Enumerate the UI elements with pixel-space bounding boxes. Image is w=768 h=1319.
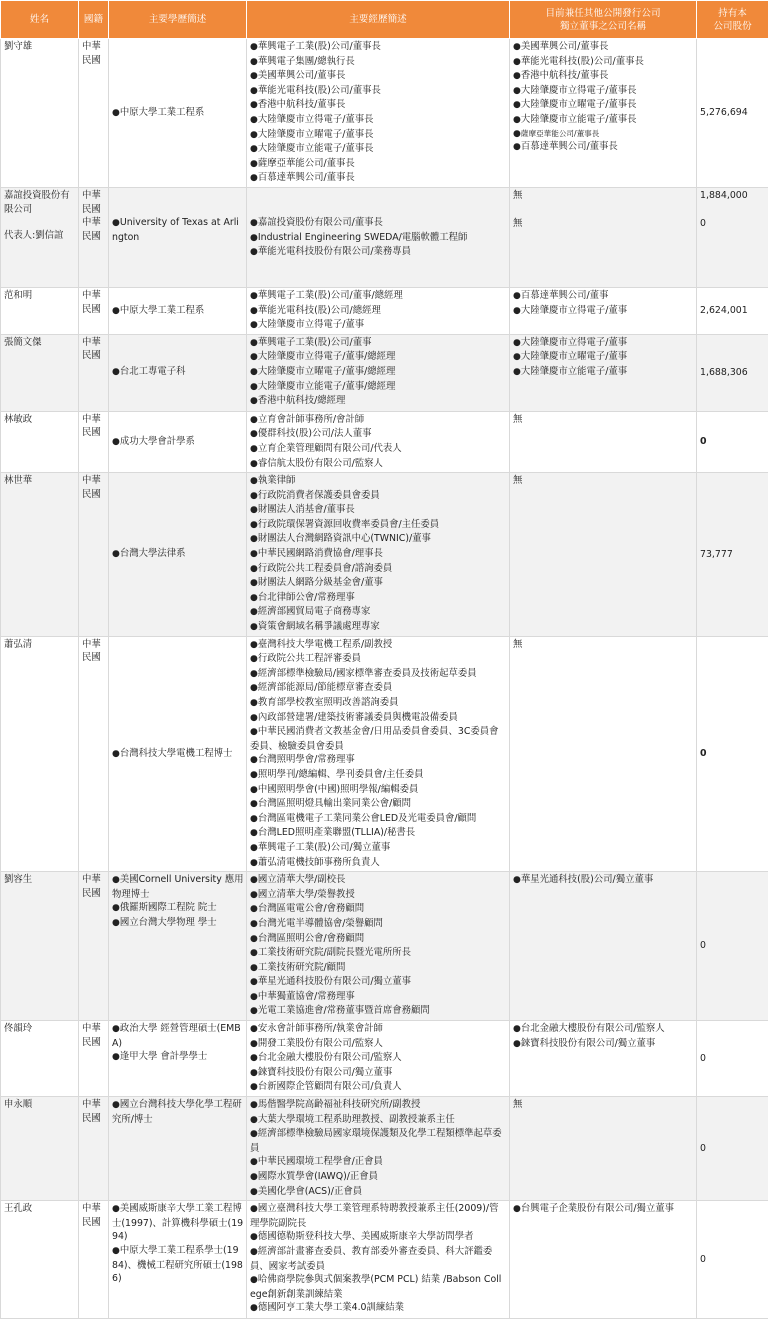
list-item: ● 百慕達華興公司/董事 xyxy=(513,289,694,304)
header-education: 主要學歷簡述 xyxy=(109,1,247,39)
nationality-cell: 中華民國 xyxy=(79,287,109,334)
company-nationality: 中華民國 xyxy=(82,189,106,216)
education-cell xyxy=(109,39,247,188)
name-cell: 蕭弘清 xyxy=(1,636,79,872)
list-item: ● 光電工業協進會/常務董事暨首席會務顧問 xyxy=(250,1004,507,1019)
list-item: ● 華星光通科技股份有限公司/獨立董事 xyxy=(250,975,507,990)
table-row xyxy=(1,1201,768,1319)
education-cell xyxy=(109,411,247,472)
experience-cell xyxy=(247,187,510,287)
list-item: ● 睿信航太股份有限公司/監察人 xyxy=(250,457,507,472)
table-row xyxy=(1,334,768,411)
experience-cell xyxy=(247,1021,510,1097)
name-cell: 劉容生 xyxy=(1,872,79,1021)
rep-concurrent-none: 無 xyxy=(513,217,694,231)
list-item: ● 台北金融大樓股份有限公司/監察人 xyxy=(250,1051,507,1066)
concurrent-cell: 無 xyxy=(510,411,697,472)
list-item: ● 美國華興公司/董事長 xyxy=(513,40,694,55)
list-item: ● 行政院公共工程委員會/諮詢委員 xyxy=(250,562,507,577)
list-item: ● 開發工業股份有限公司/監察人 xyxy=(250,1037,507,1052)
header-shares-line2: 公司股份 xyxy=(699,20,766,33)
list-item: ● 執業律師 xyxy=(250,474,507,489)
nationality-cell: 中華民國 xyxy=(79,636,109,872)
list-item: ● 大陸肇慶市立能電子/董事長 xyxy=(513,113,694,128)
list-item: ● 內政部營建署/建築技術審議委員與機電設備委員 xyxy=(250,711,507,726)
list-item: ● 華興電子集團/總執行長 xyxy=(250,55,507,70)
shares-cell: 0 xyxy=(697,1021,768,1097)
list-item: ● 錸寶科技股份有限公司/獨立董事 xyxy=(513,1037,694,1052)
list-item: ● 俄羅斯國際工程院 院士 xyxy=(112,901,244,916)
list-item: ● 台灣科技大學電機工程博士 xyxy=(112,747,244,762)
company-shares: 1,884,000 xyxy=(700,189,766,203)
company-name: 嘉誼投資股份有限公司 xyxy=(4,189,76,216)
education-cell xyxy=(109,1097,247,1201)
list-item: ● 中華民國網路消費協會/理事長 xyxy=(250,547,507,562)
list-item: ● 資策會網域名稱爭議處理專家 xyxy=(250,620,507,635)
shares-cell: 0 xyxy=(697,636,768,872)
nationality-cell xyxy=(79,187,109,287)
experience-cell xyxy=(247,334,510,411)
list-item: ● 德國阿亨工業大學工業4.0訓練結業 xyxy=(250,1301,507,1316)
table-row xyxy=(1,473,768,637)
shares-cell: 0 xyxy=(697,1097,768,1201)
list-item: ● 經濟部國貿局電子商務專家 xyxy=(250,605,507,620)
list-item: ● 華興電子工業(股)公司/獨立董事 xyxy=(250,841,507,856)
list-item: ● 大陸肇慶市立曜電子/董事長 xyxy=(250,128,507,143)
list-item: ● 優群科技(股)公司/法人董事 xyxy=(250,427,507,442)
name-cell: 林世華 xyxy=(1,473,79,637)
list-item: ● 財團法人台灣網路資訊中心(TWNIC)/董事 xyxy=(250,532,507,547)
name-cell: 劉守雄 xyxy=(1,39,79,188)
experience-cell xyxy=(247,473,510,637)
header-nationality: 國籍 xyxy=(79,1,109,39)
education-cell xyxy=(109,636,247,872)
list-item: ● 國立清華大學/副校長 xyxy=(250,873,507,888)
list-item: ● 行政院環保署資源回收費率委員會/主任委員 xyxy=(250,518,507,533)
list-item: ● 台北律師公會/常務理事 xyxy=(250,591,507,606)
name-cell: 林敏政 xyxy=(1,411,79,472)
name-cell: 張簡文傑 xyxy=(1,334,79,411)
list-item: ● 薩摩亞華能公司/董事長 xyxy=(250,157,507,172)
list-item: ● 中華民國環境工程學會/正會員 xyxy=(250,1155,507,1170)
table-row xyxy=(1,1021,768,1097)
list-item: ● 美國威斯康辛大學工業工程博士(1997)、計算機科學碩士(1994) xyxy=(112,1202,244,1244)
shares-cell xyxy=(697,187,768,287)
list-item: ● University of Texas at Arlington xyxy=(112,216,244,244)
education-cell xyxy=(109,287,247,334)
experience-cell xyxy=(247,1201,510,1319)
list-item: ● 政治大學 經營管理碩士(EMBA) xyxy=(112,1022,244,1050)
list-item: ● Industrial Engineering SWEDA/電腦軟體工程師 xyxy=(250,231,507,246)
experience-cell xyxy=(247,1097,510,1201)
list-item: ● 大葉大學環境工程系助理教授、副教授兼系主任 xyxy=(250,1113,507,1128)
nationality-cell: 中華民國 xyxy=(79,473,109,637)
concurrent-cell: 無 xyxy=(510,473,697,637)
concurrent-cell xyxy=(510,1021,697,1097)
header-concurrent-line1: 目前兼任其他公開發行公司 xyxy=(512,7,694,20)
shares-cell: 5,276,694 xyxy=(697,39,768,188)
concurrent-cell xyxy=(510,1201,697,1319)
list-item: ● 工業技術研究院/顧問 xyxy=(250,961,507,976)
education-cell xyxy=(109,334,247,411)
table-row xyxy=(1,872,768,1021)
education-cell xyxy=(109,872,247,1021)
concurrent-cell xyxy=(510,39,697,188)
list-item: ● 行政院消費者保護委員會委員 xyxy=(250,489,507,504)
list-item: ● 財團法人網路分級基金會/董事 xyxy=(250,576,507,591)
list-item: ● 財團法人消基會/董事長 xyxy=(250,503,507,518)
nationality-cell: 中華民國 xyxy=(79,39,109,188)
list-item: ● 國立臺灣科技大學工業管理系特聘教授兼系主任(2009)/管理學院副院長 xyxy=(250,1202,507,1230)
nationality-cell: 中華民國 xyxy=(79,334,109,411)
list-item: ● 華興電子工業(股)公司/董事/總經理 xyxy=(250,289,507,304)
list-item: ● 華能光電科技股份有限公司/業務專員 xyxy=(250,245,507,260)
list-item: ● 臺灣科技大學電機工程系/副教授 xyxy=(250,638,507,653)
experience-cell xyxy=(247,39,510,188)
list-item: ● 薩摩亞華能公司/董事長 xyxy=(513,128,694,140)
list-item: ● 台興電子企業股份有限公司/獨立董事 xyxy=(513,1202,694,1217)
shares-cell: 0 xyxy=(697,872,768,1021)
shares-cell: 73,777 xyxy=(697,473,768,637)
education-cell xyxy=(109,473,247,637)
header-concurrent xyxy=(510,1,697,39)
table-row xyxy=(1,39,768,188)
list-item: ● 華星光通科技(股)公司/獨立董事 xyxy=(513,873,694,888)
table-row xyxy=(1,411,768,472)
list-item: ● 安永會計師事務所/執業會計師 xyxy=(250,1022,507,1037)
education-cell xyxy=(109,187,247,287)
list-item: ● 大陸肇慶市立曜電子/董事 xyxy=(513,350,694,365)
header-shares xyxy=(697,1,768,39)
list-item: ● 立育企業管理顧問有限公司/代表人 xyxy=(250,442,507,457)
list-item: ● 台灣區照明燈具輸出業同業公會/顧問 xyxy=(250,797,507,812)
list-item: ● 台北金融大樓股份有限公司/監察人 xyxy=(513,1022,694,1037)
table-row xyxy=(1,636,768,872)
nationality-cell: 中華民國 xyxy=(79,872,109,1021)
list-item: ● 華能光電科技(股)公司/董事長 xyxy=(513,55,694,70)
list-item: ● 大陸肇慶市立得電子/董事 xyxy=(250,318,507,333)
list-item: ● 華興電子工業(股)公司/董事長 xyxy=(250,40,507,55)
list-item: ● 大陸肇慶市立得電子/董事長 xyxy=(513,84,694,99)
header-name: 姓名 xyxy=(1,1,79,39)
list-item: ● 台灣光電半導體協會/榮譽顧問 xyxy=(250,917,507,932)
header-experience: 主要經歷簡述 xyxy=(247,1,510,39)
representative-name: 代表人:劉信誼 xyxy=(4,229,76,243)
list-item: ● 中華獨董協會/常務理事 xyxy=(250,990,507,1005)
list-item: ● 台灣區照明公會/會務顧問 xyxy=(250,932,507,947)
header-shares-line1: 持有本 xyxy=(699,7,766,20)
list-item: ● 國際水質學會(IAWQ)/正會員 xyxy=(250,1170,507,1185)
list-item: ● 教育部學校教室照明改善諮詢委員 xyxy=(250,696,507,711)
name-cell: 申永順 xyxy=(1,1097,79,1201)
nationality-cell: 中華民國 xyxy=(79,1021,109,1097)
list-item: ● 經濟部標準檢驗局國家環境保護類及化學工程類標準起草委員 xyxy=(250,1127,507,1155)
list-item: ● 美國華興公司/董事長 xyxy=(250,69,507,84)
list-item: ● 香港中航科技/董事長 xyxy=(250,98,507,113)
list-item: ● 成功大學會計學系 xyxy=(112,435,244,450)
list-item: ● 大陸肇慶市立得電子/董事 xyxy=(513,336,694,351)
list-item: ● 馬偕醫學院高齡福祉科技研究所/副教授 xyxy=(250,1098,507,1113)
list-item: ● 大陸肇慶市立得電子/董事/總經理 xyxy=(250,350,507,365)
list-item: ● 哈佛商學院參與式個案教學(PCM PCL) 結業 /Babson College創新創業訓練結業 xyxy=(250,1273,507,1301)
list-item: ● 台灣LED照明產業聯盟(TLLIA)/秘書長 xyxy=(250,826,507,841)
list-item: ● 大陸肇慶市立曜電子/董事/總經理 xyxy=(250,365,507,380)
list-item: ● 台灣照明學會/常務理事 xyxy=(250,753,507,768)
experience-cell xyxy=(247,411,510,472)
concurrent-cell xyxy=(510,334,697,411)
concurrent-cell xyxy=(510,187,697,287)
list-item: ● 百慕達華興公司/董事長 xyxy=(250,171,507,186)
nationality-cell: 中華民國 xyxy=(79,1201,109,1319)
list-item: ● 中原大學工業工程系 xyxy=(112,106,244,121)
nationality-cell: 中華民國 xyxy=(79,411,109,472)
list-item: ● 大陸肇慶市立能電子/董事 xyxy=(513,365,694,380)
concurrent-cell: 無 xyxy=(510,636,697,872)
list-item: ● 大陸肇慶市立能電子/董事/總經理 xyxy=(250,380,507,395)
list-item: ● 錸寶科技股份有限公司/獨立董事 xyxy=(250,1066,507,1081)
experience-cell xyxy=(247,287,510,334)
shares-cell: 1,688,306 xyxy=(697,334,768,411)
header-concurrent-line2: 獨立董事之公司名稱 xyxy=(512,20,694,33)
experience-cell xyxy=(247,872,510,1021)
list-item: ● 經濟部標準檢驗局/國家標準審查委員及技術起草委員 xyxy=(250,667,507,682)
list-item: ● 工業技術研究院/副院長暨光電所所長 xyxy=(250,946,507,961)
list-item: ● 經濟部計畫審查委員、教育部委外審查委員、科大評鑑委員、國家考試委員 xyxy=(250,1245,507,1273)
list-item: ● 百慕達華興公司/董事長 xyxy=(513,140,694,155)
list-item: ● 經濟部能源局/節能標章審查委員 xyxy=(250,681,507,696)
name-cell: 范和明 xyxy=(1,287,79,334)
representative-nationality: 中華民國 xyxy=(82,216,106,243)
education-cell xyxy=(109,1201,247,1319)
nationality-cell: 中華民國 xyxy=(79,1097,109,1201)
list-item: ● 立育會計師事務所/會計師 xyxy=(250,413,507,428)
education-cell xyxy=(109,1021,247,1097)
list-item: ● 香港中航科技/董事長 xyxy=(513,69,694,84)
table-row xyxy=(1,287,768,334)
shares-cell: 0 xyxy=(697,411,768,472)
concurrent-none: 無 xyxy=(513,189,694,203)
experience-cell xyxy=(247,636,510,872)
list-item: ● 國立台灣科技大學化學工程研究所/博士 xyxy=(112,1098,244,1126)
list-item: ● 德國德勒斯登科技大學、美國威斯康辛大學訪問學者 xyxy=(250,1230,507,1245)
table-row xyxy=(1,187,768,287)
list-item: ● 大陸肇慶市立得電子/董事長 xyxy=(250,113,507,128)
list-item: ● 行政院公共工程評審委員 xyxy=(250,652,507,667)
list-item: ● 國立清華大學/榮譽教授 xyxy=(250,888,507,903)
concurrent-cell: 無 xyxy=(510,1097,697,1201)
list-item: ● 嘉誼投資股份有限公司/董事長 xyxy=(250,216,507,231)
list-item: ● 台灣區電電公會/會務顧問 xyxy=(250,902,507,917)
list-item: ● 美國化學會(ACS)/正會員 xyxy=(250,1185,507,1200)
list-item: ● 大陸肇慶市立得電子/董事 xyxy=(513,304,694,319)
list-item: ● 中國照明學會(中國)照明學報/編輯委員 xyxy=(250,783,507,798)
list-item: ● 華興電子工業(股)公司/董事 xyxy=(250,336,507,351)
list-item: ● 台灣區電機電子工業同業公會LED及光電委員會/顧問 xyxy=(250,812,507,827)
name-cell: 王孔政 xyxy=(1,1201,79,1319)
list-item: ● 華能光電科技(股)公司/總經理 xyxy=(250,304,507,319)
list-item: ● 逢甲大學 會計學學士 xyxy=(112,1050,244,1065)
list-item: ● 大陸肇慶市立能電子/董事長 xyxy=(250,142,507,157)
name-cell xyxy=(1,187,79,287)
list-item: ● 國立台灣大學物理 學士 xyxy=(112,916,244,931)
list-item: ● 中原大學工業工程系 xyxy=(112,304,244,319)
concurrent-cell xyxy=(510,872,697,1021)
list-item: ● 照明學刊/總編輯、學刊委員會/主任委員 xyxy=(250,768,507,783)
list-item: ● 香港中航科技/總經理 xyxy=(250,394,507,409)
shares-cell: 2,624,001 xyxy=(697,287,768,334)
concurrent-cell xyxy=(510,287,697,334)
list-item: ● 中原大學工業工程系學士(1984)、機械工程研究所碩士(1986) xyxy=(112,1244,244,1286)
representative-shares: 0 xyxy=(700,217,766,231)
list-item: ● 美國Cornell University 應用物理博士 xyxy=(112,873,244,901)
shares-cell: 0 xyxy=(697,1201,768,1319)
table-row xyxy=(1,1097,768,1201)
list-item: ● 大陸肇慶市立曜電子/董事長 xyxy=(513,98,694,113)
name-cell: 佟韻玲 xyxy=(1,1021,79,1097)
list-item: ● 蕭弘清電機技師事務所負責人 xyxy=(250,856,507,871)
header-row xyxy=(1,1,768,39)
list-item: ● 華能光電科技(股)公司/董事長 xyxy=(250,84,507,99)
list-item: ● 台北工專電子科 xyxy=(112,365,244,380)
list-item: ● 台新國際企管顧問有限公司/負責人 xyxy=(250,1080,507,1095)
list-item: ● 中華民國消費者文教基金會/日用品委員會委員、3C委員會委員、檢驗委員會委員 xyxy=(250,725,507,753)
list-item: ● 台灣大學法律系 xyxy=(112,547,244,562)
